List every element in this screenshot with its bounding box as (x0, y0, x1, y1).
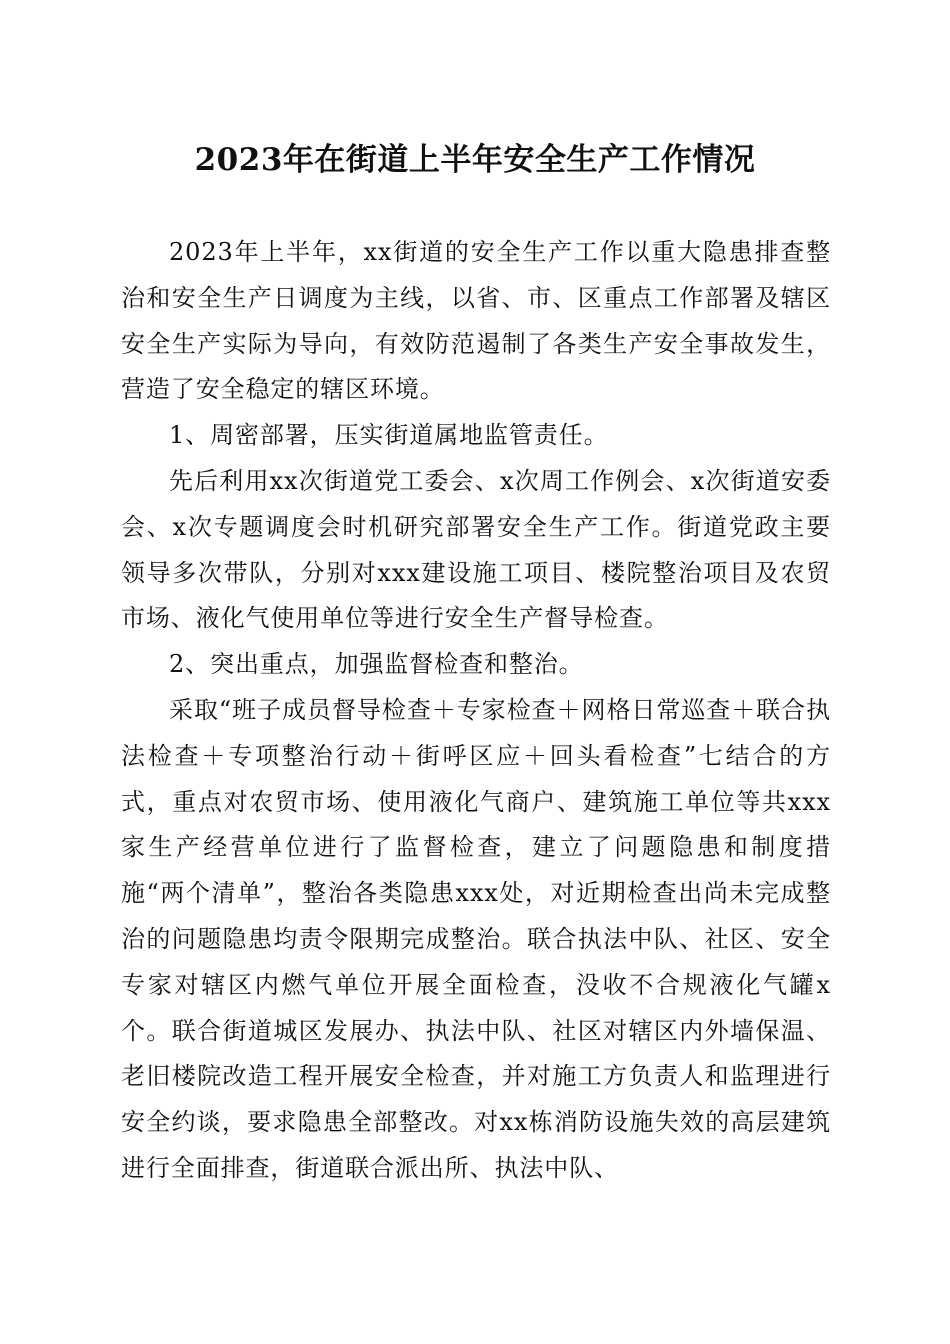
section-heading-2: 2、突出重点，加强监督检查和整治。 (169, 650, 584, 679)
document-title: 2023年在街道上半年安全生产工作情况 (194, 142, 756, 178)
paragraph-section-1: 先后利用xx次街道党工委会、x次周工作例会、x次街道安委会、x次专题调度会时机研究部署安全生产工作。街道党政主要领导多次带队，分别对xxx建设施工项目、楼院整治项目及农贸市场、液化气使用单位等进行安全生产督导检查。 (121, 466, 831, 633)
document-body (121, 230, 831, 1192)
paragraph-section-2: 采取“班子成员督导检查＋专家检查＋网格日常巡查＋联合执法检查＋专项整治行动＋街呼区应＋回头看检查”七结合的方式，重点对农贸市场、使用液化气商户、建筑施工单位等共xxx家生产经营单位进行了监督检查，建立了问题隐患和制度措施“两个清单”，整治各类隐患xxx处，对近期检查出尚未完成整治的问题隐患均责令限期完成整治。联合执法中队、社区、安全专家对辖区内燃气单位开展全面检查，没收不合规液化气罐x个。联合街道城区发展办、执法中队、社区对辖区内外墙保温、老旧楼院改造工程开展安全检查，并对施工方负责人和监理进行安全约谈，要求隐患全部整改。对xx栋消防设施失效的高层建筑进行全面排查，街道联合派出所、执法中队、 (121, 695, 831, 1182)
paragraph-intro: 2023年上半年，xx街道的安全生产工作以重大隐患排查整治和安全生产日调度为主线，以省、市、区重点工作部署及辖区安全生产实际为导向，有效防范遏制了各类生产安全事故发生，营造了安全稳定的辖区环境。 (121, 238, 831, 404)
section-heading-1: 1、周密部署，压实街道属地监管责任。 (169, 421, 609, 450)
